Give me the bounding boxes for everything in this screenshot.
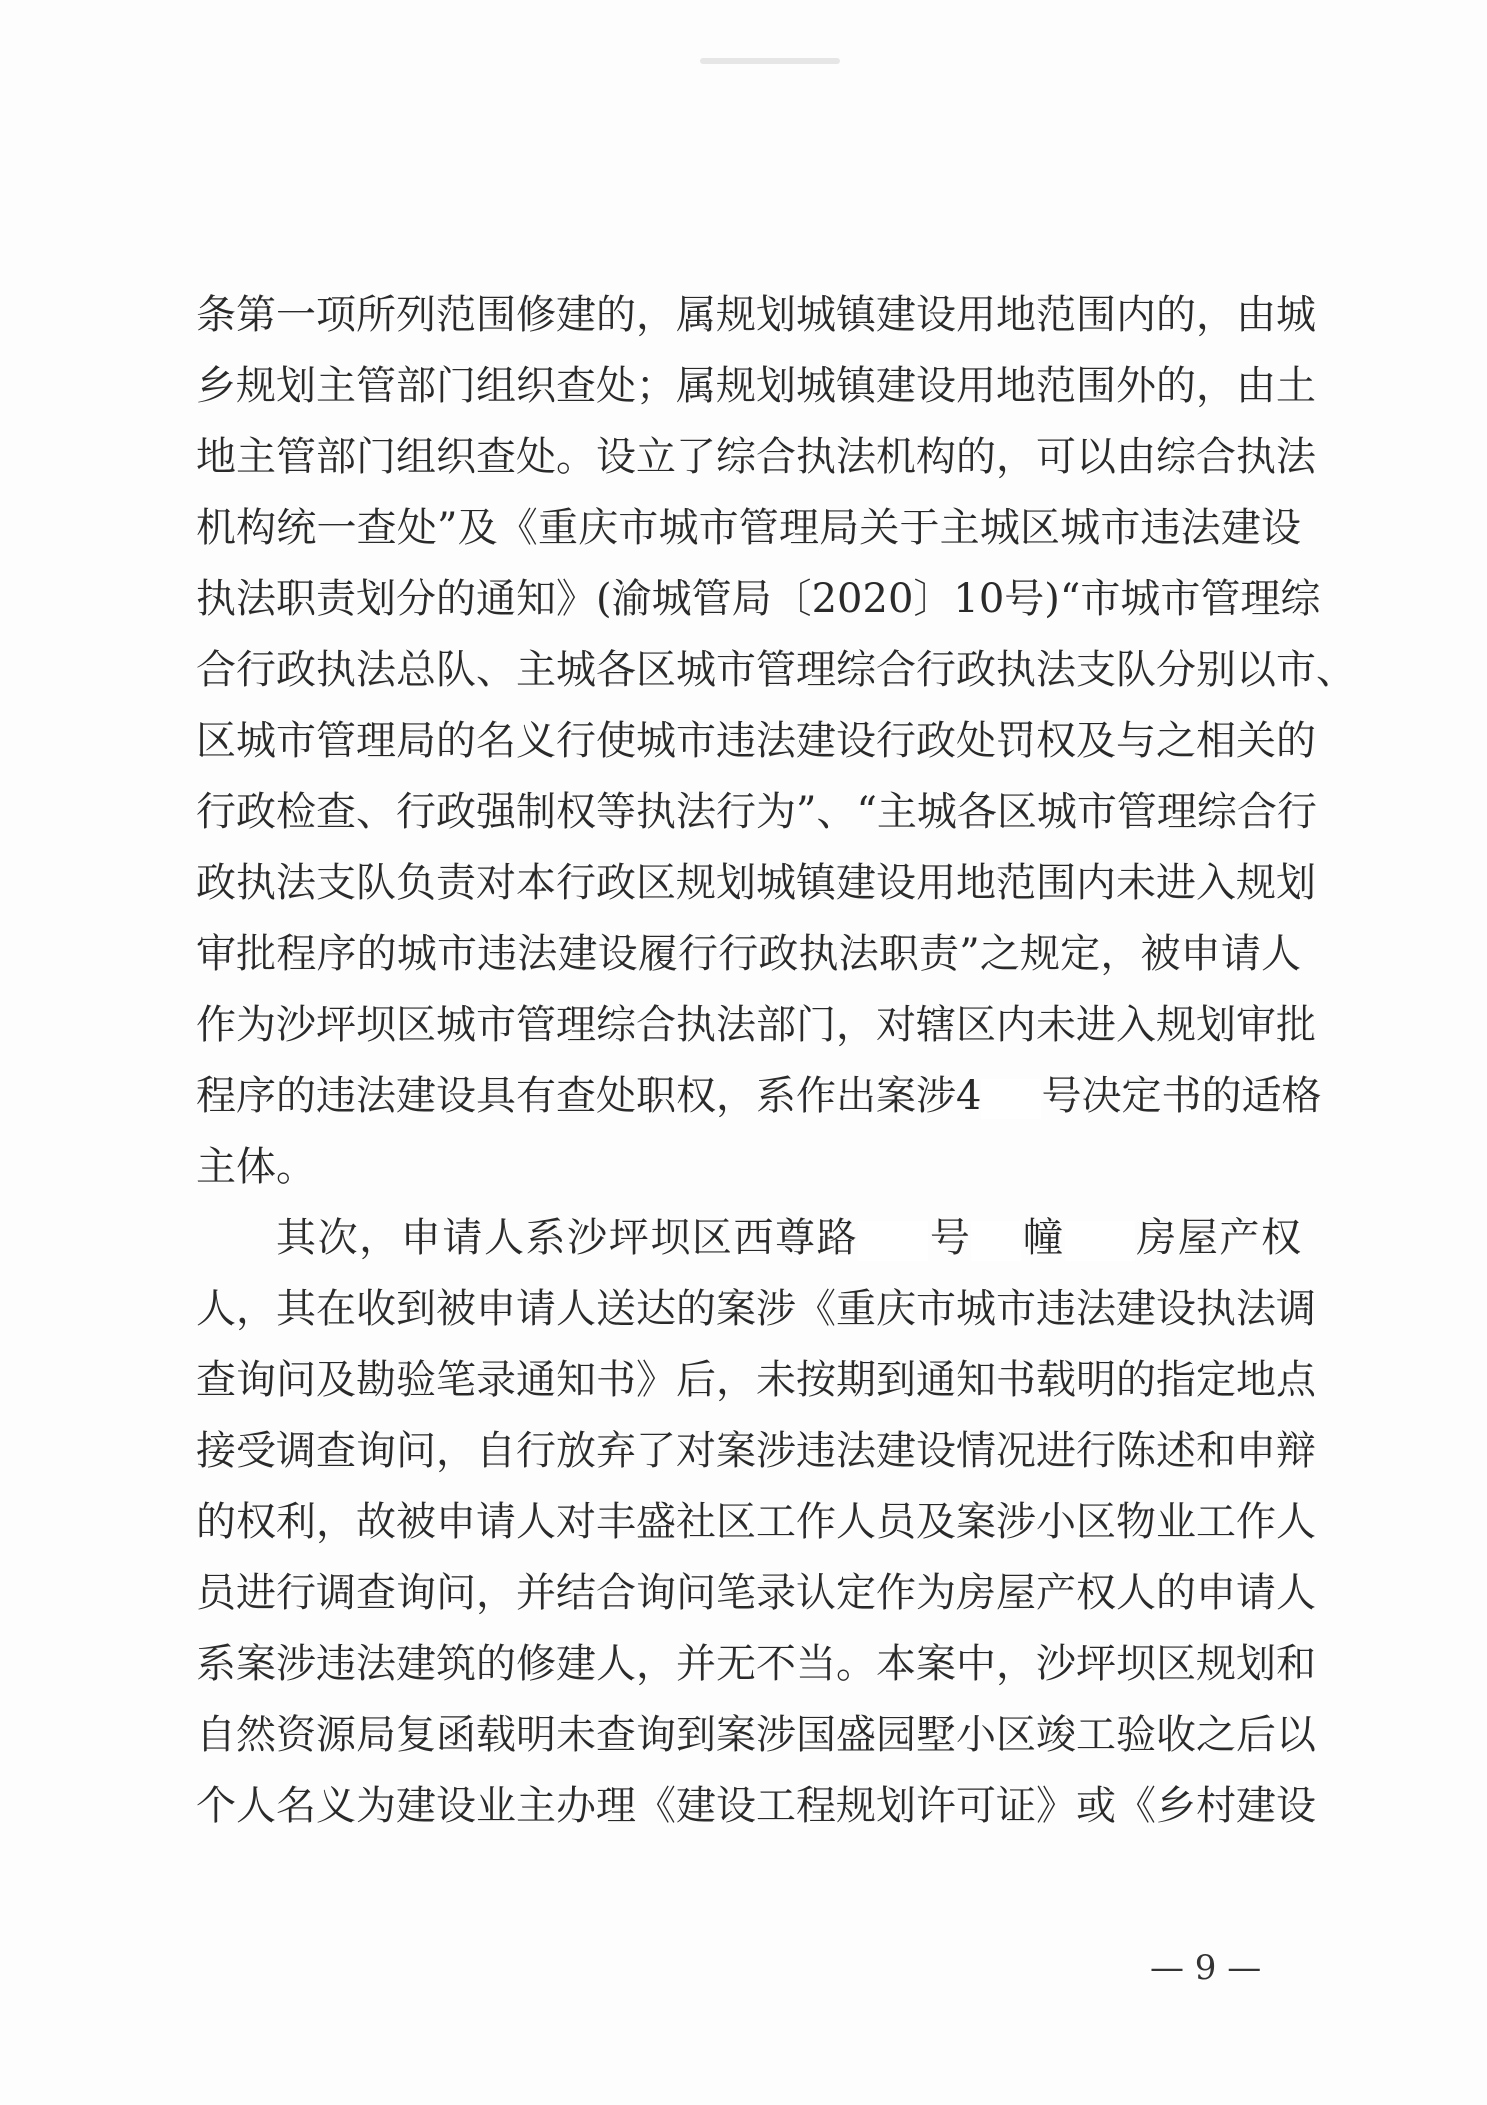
text-line: 行政检查、行政强制权等执法行为”、“主城各区城市管理综合行: [196, 789, 1317, 835]
text-line: 接受调查询问，自行放弃了对案涉违法建设情况进行陈述和申辩: [196, 1428, 1316, 1474]
text-line: 机构统一查处”及《重庆市城市管理局关于主城区城市违法建设: [196, 505, 1301, 551]
text-line: 地主管部门组织查处。设立了综合执法机构的，可以由综合执法: [196, 434, 1316, 480]
body-text: [196, 280, 1356, 1842]
text-line: 查询问及勘验笔录通知书》后，未按期到通知书载明的指定地点: [196, 1357, 1316, 1403]
text-segment: 房屋产权: [1134, 1215, 1302, 1261]
text-segment: 幢: [1021, 1215, 1065, 1261]
text-line: 个人名义为建设业主办理《建设工程规划许可证》或《乡村建设: [196, 1783, 1316, 1829]
text-line: 主体。: [196, 1144, 316, 1190]
text-segment: 其次，申请人系沙坪坝区西尊路: [276, 1215, 859, 1261]
text-line: 乡规划主管部门组织查处；属规划城镇建设用地范围外的，由土: [196, 363, 1316, 409]
text-segment: 程序的违法建设具有查处职权，系作出案涉4: [196, 1073, 982, 1119]
redaction-box: [1065, 1221, 1135, 1261]
page-number: — 9 —: [1150, 1948, 1262, 1988]
text-line: 自然资源局复函载明未查询到案涉国盛园墅小区竣工验收之后以: [196, 1712, 1316, 1758]
text-line: 作为沙坪坝区城市管理综合执法部门，对辖区内未进入规划审批: [196, 1002, 1316, 1048]
redaction-box: [858, 1221, 928, 1261]
redaction-box: [971, 1221, 1021, 1261]
text-line-redacted: [196, 1061, 1322, 1132]
text-line: 区城市管理局的名义行使城市违法建设行政处罚权及与之相关的: [196, 718, 1316, 764]
text-line: 政执法支队负责对本行政区规划城镇建设用地范围内未进入规划: [196, 860, 1316, 906]
text-line: 审批程序的城市违法建设履行行政执法职责”之规定，被申请人: [196, 931, 1301, 977]
text-line: 人，其在收到被申请人送达的案涉《重庆市城市违法建设执法调: [196, 1286, 1316, 1332]
text-line: 执法职责划分的通知》(渝城管局〔2020〕10号)“市城市管理综: [196, 576, 1321, 622]
text-line: 条第一项所列范围修建的，属规划城镇建设用地范围内的，由城: [196, 292, 1316, 338]
text-line: 的权利，故被申请人对丰盛社区工作人员及案涉小区物业工作人: [196, 1499, 1316, 1545]
text-line: 员进行调查询问，并结合询问笔录认定作为房屋产权人的申请人: [196, 1570, 1316, 1616]
text-segment: 号: [928, 1215, 972, 1261]
text-segment: 号决定书的适格: [1041, 1073, 1322, 1119]
text-line: 系案涉违法建筑的修建人，并无不当。本案中，沙坪坝区规划和: [196, 1641, 1316, 1687]
top-mark: [700, 58, 840, 64]
redaction-box: [981, 1079, 1041, 1119]
text-line: 合行政执法总队、主城各区城市管理综合行政执法支队分别以市、: [196, 647, 1356, 693]
paragraph-first-line: [196, 1203, 1301, 1274]
